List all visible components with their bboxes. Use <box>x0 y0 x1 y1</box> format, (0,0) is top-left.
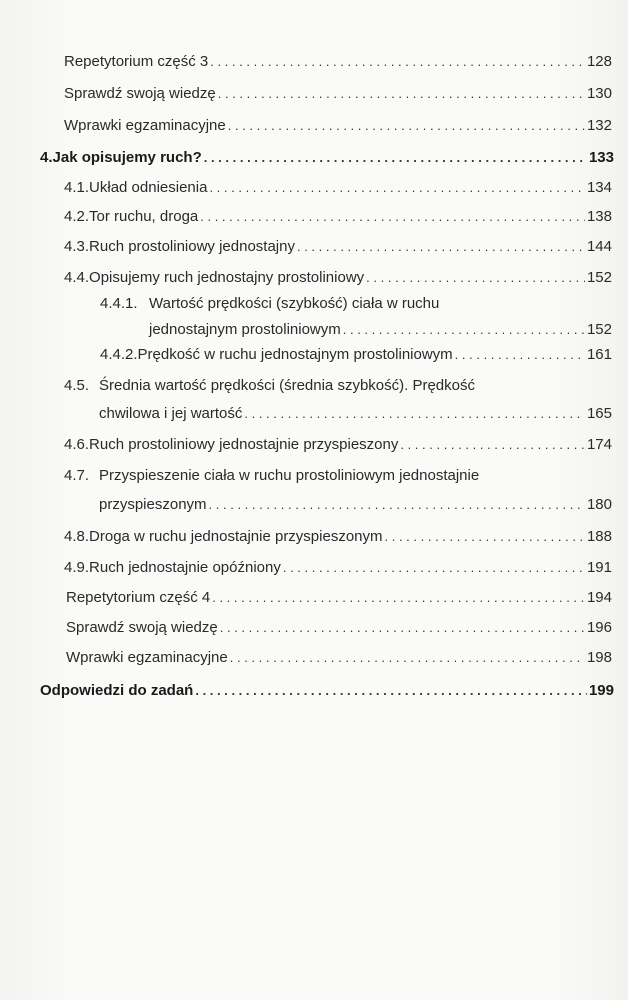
leader-dots <box>200 207 585 227</box>
toc-entry-page: 152 <box>586 269 612 286</box>
toc-entry <box>100 294 612 340</box>
toc-entry-page: 165 <box>586 405 612 422</box>
leader-dots <box>366 268 585 288</box>
toc-entry <box>64 52 612 72</box>
toc-entry-title-line2: chwilowa i jej wartość <box>99 405 243 422</box>
toc-entry-title-line1: Średnia wartość prędkości (średnia szybkość). Prędkość <box>99 377 475 394</box>
leader-dots <box>212 588 585 608</box>
toc-entry-number: 4. <box>40 149 53 166</box>
leader-dots <box>204 148 587 168</box>
toc-entry-title-line2: jednostajnym prostoliniowym <box>149 321 341 338</box>
toc-entry-number: 4.3. <box>64 238 90 255</box>
toc-entry <box>64 84 612 104</box>
toc-entry <box>66 588 612 608</box>
toc-entry-number: 4.4.1. <box>100 295 138 312</box>
leader-dots <box>218 84 585 104</box>
toc-entry <box>64 116 612 136</box>
toc-entry <box>64 178 612 198</box>
leader-dots <box>209 178 585 198</box>
toc-entry-page: 144 <box>586 238 612 255</box>
toc-entry-page: 133 <box>588 149 614 166</box>
toc-entry-title: Tor ruchu, droga <box>89 208 199 225</box>
leader-dots <box>209 495 585 515</box>
toc-entry-page: 128 <box>586 53 612 70</box>
toc-entry-title: Prędkość w ruchu jednostajnym prostoliniowym <box>137 346 453 363</box>
toc-entry-number: 4.7. <box>64 467 90 484</box>
toc-chapter <box>40 148 614 168</box>
toc-entry-title-line1: Wartość prędkości (szybkość) ciała w ruchu <box>149 295 440 312</box>
toc-entry-page: 198 <box>586 649 612 666</box>
toc-entry-title: Wprawki egzaminacyjne <box>64 117 226 134</box>
toc-entry-number: 4.1. <box>64 179 90 196</box>
toc-entry-page: 180 <box>586 496 612 513</box>
toc-entry <box>64 376 612 424</box>
toc-chapter <box>40 681 614 701</box>
leader-dots <box>297 237 585 257</box>
toc-entry-number: 4.6. <box>64 436 90 453</box>
toc-entry-title: Sprawdź swoją wiedzę <box>64 85 216 102</box>
toc-entry-page: 138 <box>586 208 612 225</box>
toc-entry-page: 130 <box>586 85 612 102</box>
toc-entry-number: 4.9. <box>64 559 90 576</box>
toc-entry-title: Ruch prostoliniowy jednostajnie przyspieszony <box>89 436 399 453</box>
toc-entry <box>64 435 612 455</box>
leader-dots <box>343 320 585 340</box>
toc-entry-title-line1: Przyspieszenie ciała w ruchu prostoliniowym jednostajnie <box>99 467 480 484</box>
toc-entry-page: 152 <box>586 321 612 338</box>
toc-entry-title: Układ odniesienia <box>89 179 208 196</box>
toc-entry-title: Sprawdź swoją wiedzę <box>66 619 218 636</box>
leader-dots <box>400 435 585 455</box>
toc-entry-title: Opisujemy ruch jednostajny prostoliniowy <box>89 269 365 286</box>
toc-entry-title: Odpowiedzi do zadań <box>40 682 194 699</box>
toc-entry <box>64 527 612 547</box>
toc-entry-number: 4.2. <box>64 208 90 225</box>
toc-entry-title: Repetytorium część 3 <box>64 53 209 70</box>
toc-entry <box>64 237 612 257</box>
toc-entry-page: 134 <box>586 179 612 196</box>
toc-entry-number: 4.5. <box>64 377 90 394</box>
toc-entry-number: 4.8. <box>64 528 90 545</box>
toc-entry-page: 132 <box>586 117 612 134</box>
toc-entry-page: 188 <box>586 528 612 545</box>
leader-dots <box>220 618 585 638</box>
leader-dots <box>455 345 585 365</box>
toc-entry-page: 199 <box>588 682 614 699</box>
toc-entry-page: 191 <box>586 559 612 576</box>
leader-dots <box>244 404 585 424</box>
toc-entry <box>64 268 612 288</box>
toc-entry-title: Ruch prostoliniowy jednostajny <box>89 238 295 255</box>
toc-entry-title: Jak opisujemy ruch? <box>52 149 202 166</box>
toc-entry <box>64 466 612 515</box>
toc-entry-page: 161 <box>586 346 612 363</box>
toc-entry <box>64 207 612 227</box>
toc-entry-title: Wprawki egzaminacyjne <box>66 649 228 666</box>
toc-entry-number: 4.4.2. <box>100 346 138 363</box>
toc-entry-title: Ruch jednostajnie opóźniony <box>89 559 281 576</box>
leader-dots <box>195 681 587 701</box>
toc-entry <box>66 618 612 638</box>
leader-dots <box>385 527 585 547</box>
toc-entry-number: 4.4. <box>64 269 90 286</box>
toc-entry <box>64 558 612 578</box>
toc-entry-page: 174 <box>586 436 612 453</box>
toc-entry-title: Repetytorium część 4 <box>66 589 211 606</box>
leader-dots <box>210 52 585 72</box>
toc-entry <box>66 648 612 668</box>
leader-dots <box>283 558 585 578</box>
leader-dots <box>228 116 585 136</box>
leader-dots <box>230 648 585 668</box>
toc-entry-title: Droga w ruchu jednostajnie przyspieszonym <box>89 528 383 545</box>
toc-entry-title-line2: przyspieszonym <box>99 496 207 513</box>
toc-entry-page: 194 <box>586 589 612 606</box>
toc-entry-page: 196 <box>586 619 612 636</box>
toc-entry <box>100 345 612 365</box>
